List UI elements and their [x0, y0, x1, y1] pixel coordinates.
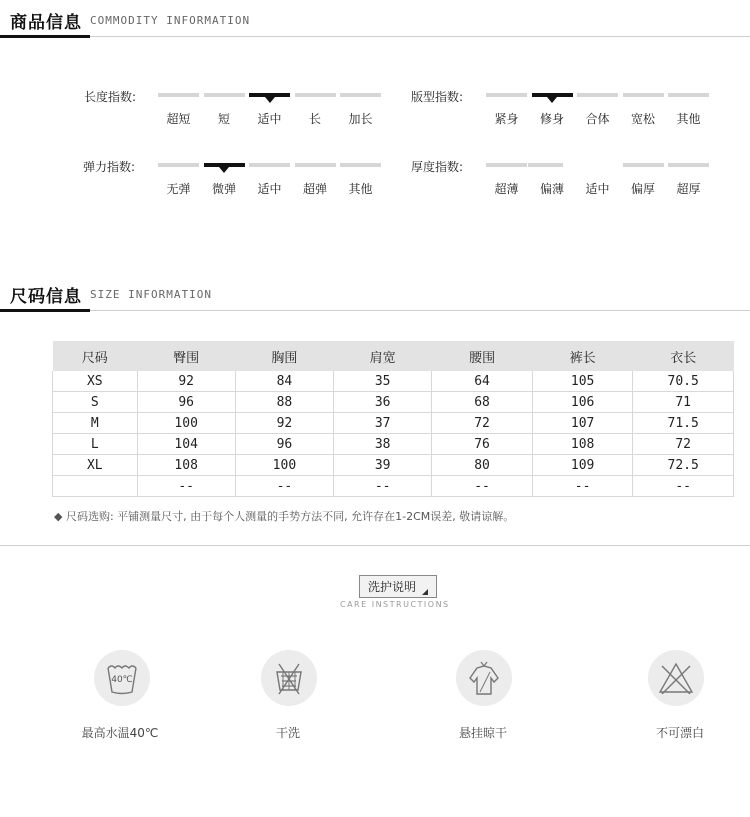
table-cell: 39: [334, 455, 432, 476]
index-option: 其他: [348, 182, 373, 196]
index-option: 超薄: [494, 182, 519, 196]
table-cell: --: [432, 476, 533, 497]
corner-triangle-icon: [422, 589, 428, 595]
index-segment: [295, 163, 336, 167]
no-bleach-icon: [648, 650, 704, 706]
table-cell: 100: [137, 413, 235, 434]
index-label: 厚度指数:: [411, 160, 464, 174]
commodity-section-title: 商品信息: [10, 13, 82, 33]
table-header-cell: 裤长: [532, 341, 633, 371]
commodity-divider-accent: [0, 35, 90, 38]
index-label: 弹力指数:: [83, 160, 136, 174]
index-option: 超厚: [676, 182, 701, 196]
index-segment: [486, 93, 527, 97]
care-label-no-bleach: 不可漂白: [655, 726, 704, 740]
index-option: 适中: [585, 182, 610, 196]
table-cell: --: [235, 476, 333, 497]
table-cell: 108: [137, 455, 235, 476]
index-segment: [204, 93, 245, 97]
size-divider-accent: [0, 309, 90, 312]
care-title: 洗护说明: [368, 580, 417, 594]
index-segment: [623, 163, 664, 167]
table-cell: 105: [532, 371, 633, 392]
table-cell: 108: [532, 434, 633, 455]
index-option: 超弹: [302, 182, 327, 196]
size-section-subtitle: SIZE INFORMATION: [90, 288, 212, 301]
size-note: ◆ 尺码选购: 平铺测量尺寸, 由于每个人测量的手势方法不同, 允许存在1-2CM误差, 敬请谅解。: [54, 510, 515, 523]
table-row: [53, 476, 734, 497]
table-header-cell: 尺码: [53, 341, 138, 371]
table-cell: 72.5: [633, 455, 734, 476]
size-section-title: 尺码信息: [10, 287, 82, 307]
index-option: 合体: [585, 112, 610, 126]
index-segment: [577, 163, 618, 167]
dry-clean-icon: [261, 650, 317, 706]
index-option: 其他: [676, 112, 701, 126]
table-cell: 92: [137, 371, 235, 392]
table-header-cell: 衣长: [633, 341, 734, 371]
table-row: [53, 413, 734, 434]
table-row: [53, 392, 734, 413]
index-option: 加长: [348, 112, 373, 126]
table-cell: M: [53, 413, 138, 434]
index-label: 长度指数:: [84, 90, 137, 104]
table-cell: 106: [532, 392, 633, 413]
table-cell: 100: [235, 455, 333, 476]
index-option: 适中: [257, 112, 282, 126]
table-cell: 68: [432, 392, 533, 413]
table-cell: 96: [137, 392, 235, 413]
index-option: 偏薄: [539, 182, 564, 196]
table-cell: --: [633, 476, 734, 497]
size-table-header: [53, 341, 734, 371]
care-label-wash: 最高水温40℃: [81, 726, 159, 740]
table-cell: 71: [633, 392, 734, 413]
table-row: [53, 371, 734, 392]
index-option: 超短: [166, 112, 191, 126]
table-cell: 88: [235, 392, 333, 413]
index-option: 短: [217, 112, 230, 126]
table-cell: 35: [334, 371, 432, 392]
index-segment: [668, 93, 709, 97]
selected-pointer-icon: [219, 167, 229, 173]
size-divider: [0, 310, 750, 311]
selected-pointer-icon: [265, 97, 275, 103]
table-header-cell: 肩宽: [334, 341, 432, 371]
table-cell: --: [334, 476, 432, 497]
selected-pointer-icon: [547, 97, 557, 103]
index-option: 宽松: [630, 112, 655, 126]
table-cell: L: [53, 434, 138, 455]
index-segment: [340, 163, 381, 167]
table-header-cell: 臀围: [137, 341, 235, 371]
index-segment: [158, 93, 199, 97]
care-label-dry-clean: 干洗: [275, 726, 300, 740]
table-cell: 84: [235, 371, 333, 392]
table-cell: 72: [432, 413, 533, 434]
table-cell: 96: [235, 434, 333, 455]
index-option: 无弹: [166, 182, 191, 196]
table-cell: 104: [137, 434, 235, 455]
table-cell: XS: [53, 371, 138, 392]
table-cell: [53, 476, 138, 497]
care-subtitle: CARE INSTRUCTIONS: [340, 600, 450, 609]
table-cell: 71.5: [633, 413, 734, 434]
index-segment: [486, 163, 527, 167]
table-cell: 37: [334, 413, 432, 434]
table-cell: 80: [432, 455, 533, 476]
table-cell: XL: [53, 455, 138, 476]
table-cell: 64: [432, 371, 533, 392]
table-row: [53, 434, 734, 455]
table-cell: 92: [235, 413, 333, 434]
index-option: 修身: [539, 112, 564, 126]
index-label: 版型指数:: [411, 90, 464, 104]
commodity-divider: [0, 36, 750, 37]
care-divider: [0, 545, 750, 546]
table-cell: 109: [532, 455, 633, 476]
table-cell: 72: [633, 434, 734, 455]
table-cell: --: [532, 476, 633, 497]
wash-temp-text: 40℃: [111, 675, 133, 685]
index-option: 适中: [257, 182, 282, 196]
hang-dry-icon: [456, 650, 512, 706]
commodity-section-subtitle: COMMODITY INFORMATION: [90, 14, 251, 27]
index-segment: [577, 93, 618, 97]
index-option: 长: [308, 112, 321, 126]
table-cell: 38: [334, 434, 432, 455]
index-option: 紧身: [494, 112, 519, 126]
care-title-box: [359, 575, 437, 598]
table-cell: 76: [432, 434, 533, 455]
index-segment: [340, 93, 381, 97]
table-row: [53, 455, 734, 476]
size-table: [52, 341, 734, 497]
index-segment: [528, 163, 563, 167]
index-option: 偏厚: [630, 182, 655, 196]
table-cell: 107: [532, 413, 633, 434]
table-cell: 36: [334, 392, 432, 413]
wash-40-icon: [94, 650, 150, 706]
index-segment: [668, 163, 709, 167]
table-cell: --: [137, 476, 235, 497]
index-segment: [295, 93, 336, 97]
table-header-cell: 胸围: [235, 341, 333, 371]
care-label-hang-dry: 悬挂晾干: [458, 726, 507, 740]
index-segment: [158, 163, 199, 167]
table-cell: 70.5: [633, 371, 734, 392]
table-header-cell: 腰围: [432, 341, 533, 371]
table-cell: S: [53, 392, 138, 413]
index-option: 微弹: [211, 182, 236, 196]
index-segment: [623, 93, 664, 97]
index-segment: [249, 163, 290, 167]
